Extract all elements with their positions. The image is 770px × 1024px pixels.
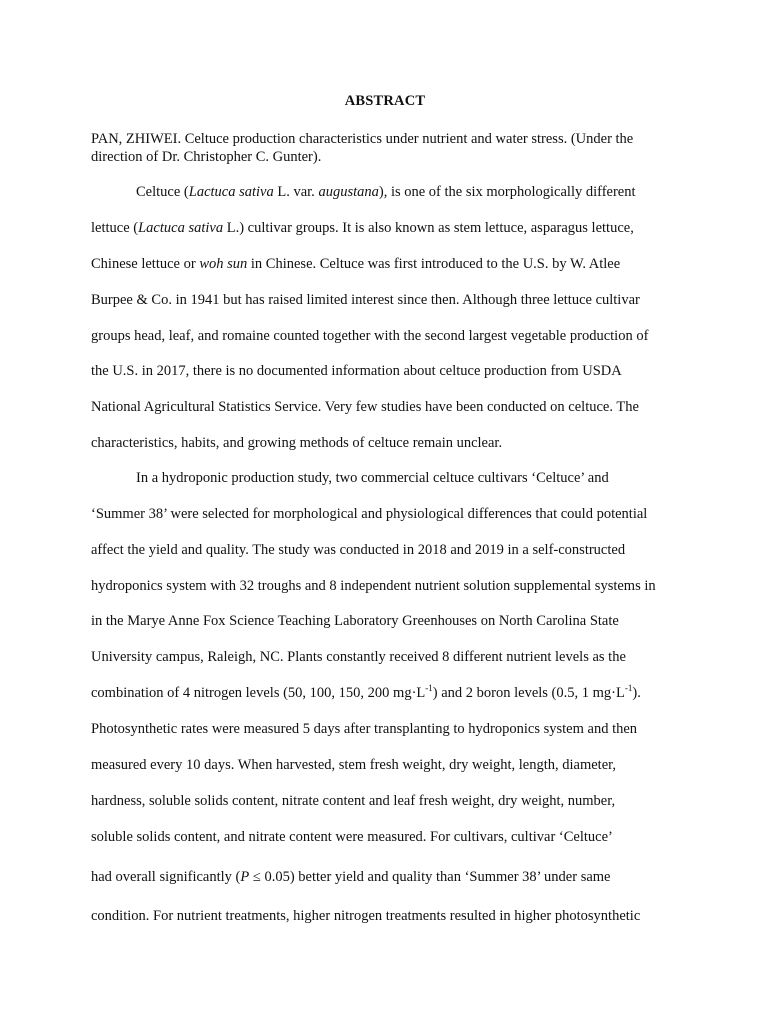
superscript: -1 (425, 683, 433, 693)
p2-line-4: hydroponics system with 32 troughs and 8 independent nutrient solution supplemental systems in (91, 578, 656, 594)
p2-line-12: had overall significantly (P ≤ 0.05) better yield and quality than ‘Summer 38’ under same (91, 869, 611, 885)
p1-line-7: National Agricultural Statistics Service. Very few studies have been conducted on celtuce. The (91, 399, 639, 415)
p1-line-4: Burpee & Co. in 1941 but has raised limited interest since then. Although three lettuce cultivar (91, 292, 640, 308)
superscript: -1 (624, 683, 633, 693)
citation-line-2: direction of Dr. Christopher C. Gunter). (91, 149, 322, 165)
p2-line-10: hardness, soluble solids content, nitrate content and leaf fresh weight, dry weight, number, (91, 793, 616, 809)
p1-line-1: Celtuce (Lactuca sativa L. var. augustana), is one of the six morphologically different (136, 184, 636, 200)
p2-line-6: University campus, Raleigh, NC. Plants constantly received 8 different nutrient levels as the (91, 649, 626, 665)
p2-line-5: in the Marye Anne Fox Science Teaching Laboratory Greenhouses on North Carolina State (91, 613, 619, 629)
citation-line-1: PAN, ZHIWEI. Celtuce production characteristics under nutrient and water stress. (Under the (91, 131, 634, 147)
p1-line-6: the U.S. in 2017, there is no documented information about celtuce production from USDA (91, 363, 622, 379)
p2-line-2: ‘Summer 38’ were selected for morphological and physiological differences that could potential (91, 506, 648, 522)
p1-line-3: Chinese lettuce or woh sun in Chinese. Celtuce was first introduced to the U.S. by W. Atlee (91, 256, 621, 272)
p2-line-9: measured every 10 days. When harvested, stem fresh weight, dry weight, length, diameter, (91, 757, 617, 773)
p2-line-1: In a hydroponic production study, two commercial celtuce cultivars ‘Celtuce’ and (136, 470, 609, 486)
abstract-heading: ABSTRACT (344, 93, 426, 109)
p2-line-11: soluble solids content, and nitrate content were measured. For cultivars, cultivar ‘Celtuce’ (91, 829, 613, 845)
p2-line-13: condition. For nutrient treatments, higher nitrogen treatments resulted in higher photosynthetic (91, 908, 641, 924)
p2-line-8: Photosynthetic rates were measured 5 days after transplanting to hydroponics system and then (91, 721, 638, 737)
p2-line-3: affect the yield and quality. The study was conducted in 2018 and 2019 in a self-constructed (91, 542, 626, 558)
p2-line-7: combination of 4 nitrogen levels (50, 100, 150, 200 $mg\cdot L^{-1}$) and 2 boron levels (0.5, 1 $mg\cdot L^{-1}$). (91, 683, 641, 701)
p1-line-2: lettuce (Lactuca sativa L.) cultivar groups. It is also known as stem lettuce, asparagus lettuce, (91, 220, 634, 236)
p1-line-8: characteristics, habits, and growing methods of celtuce remain unclear. (91, 435, 503, 451)
p1-line-5: groups head, leaf, and romaine counted together with the second largest vegetable production of (91, 328, 649, 344)
